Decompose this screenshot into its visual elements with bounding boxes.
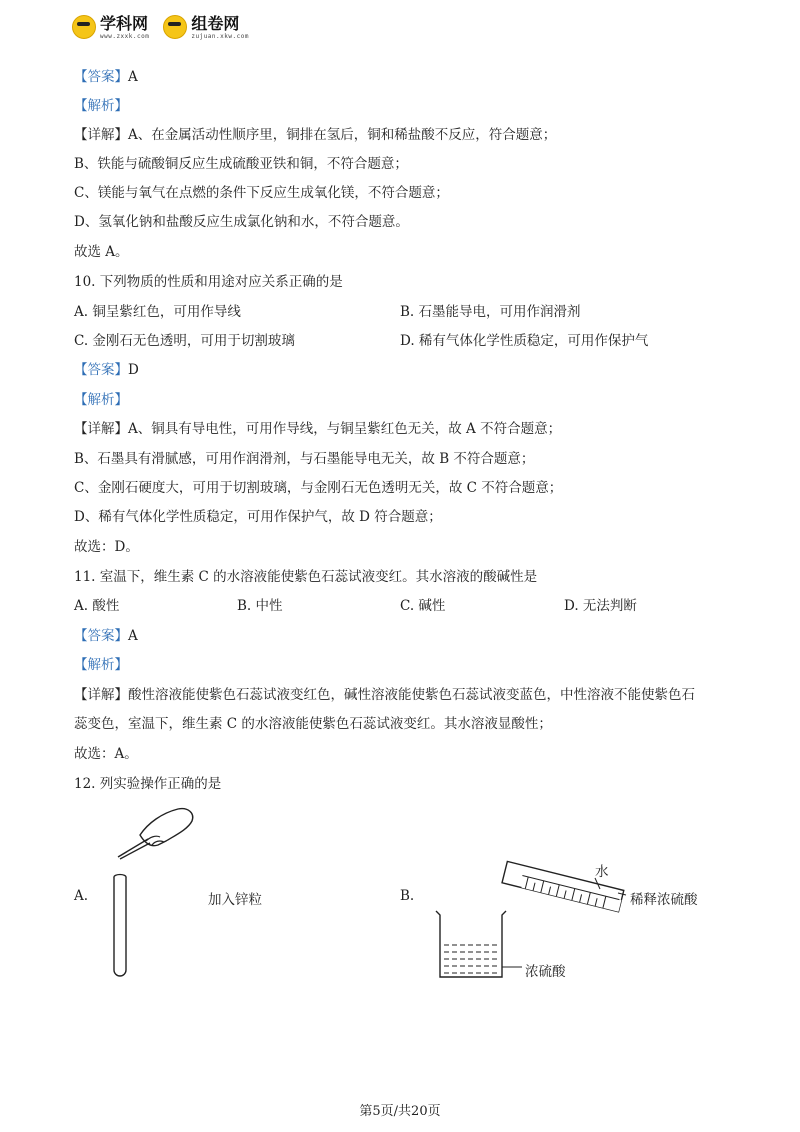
q10-detail-line [74, 417, 561, 437]
q10-analysis-tag: 【解析】 [74, 392, 128, 408]
smiley-logo-icon [72, 15, 96, 39]
q12-water-label: 水 [595, 864, 609, 880]
q12-option-b-letter: B. [400, 888, 415, 904]
detail-text: A、铜具有导电性，可用作导线，与铜呈紫红色无关，故 A 不符合题意； [128, 421, 562, 437]
q10-option-a: A. 铜呈紫红色，可用作导线 [74, 304, 241, 320]
q11-analysis-tag: 【解析】 [74, 657, 128, 673]
q11-option-b: B. 中性 [237, 598, 283, 614]
q9-detail-line [74, 123, 556, 143]
logo1-url: www.zxxk.com [100, 33, 150, 40]
test-tube-icon [114, 877, 126, 976]
q12-option-b-caption: 稀释浓硫酸 [630, 892, 698, 908]
q12-stem: 12. 列实验操作正确的是 [74, 776, 222, 792]
q11-conclusion: 故选：A。 [74, 746, 138, 762]
detail-tag: 【详解】 [74, 127, 128, 143]
q9-answer [74, 65, 138, 85]
q11-option-a: A. 酸性 [74, 598, 120, 614]
q10-stem: 10. 下列物质的性质和用途对应关系正确的是 [74, 274, 343, 290]
q9-conclusion: 故选 A。 [74, 244, 129, 260]
q9-analysis-tag: 【解析】 [74, 98, 128, 114]
q9-detail-line: C、镁能与氧气在点燃的条件下反应生成氧化镁，不符合题意； [74, 185, 449, 201]
q11-stem: 11. 室温下，维生素 C 的水溶液能使紫色石蕊试液变红。其水溶液的酸碱性是 [74, 569, 538, 585]
q10-option-b: B. 石墨能导电，可用作润滑剂 [400, 304, 581, 320]
detail-text: A、在金属活动性顺序里，铜排在氢后，铜和稀盐酸不反应，符合题意； [128, 127, 557, 143]
answer-value: D [128, 362, 139, 378]
q10-conclusion: 故选：D。 [74, 539, 139, 555]
q10-detail-line: C、金刚石硬度大，可用于切割玻璃，与金刚石无色透明无关，故 C 不符合题意； [74, 480, 563, 496]
q10-option-c: C. 金刚石无色透明，可用于切割玻璃 [74, 333, 295, 349]
answer-tag: 【答案】 [74, 69, 128, 85]
q10-detail-line: B、石墨具有滑腻感，可用作润滑剂，与石墨能导电无关，故 B 不符合题意； [74, 451, 535, 467]
page-number: 第5页/共20页 [359, 1104, 441, 1119]
beaker-icon [436, 911, 506, 977]
q12-option-a-letter: A. [74, 888, 89, 904]
detail-tag: 【详解】 [74, 421, 128, 437]
answer-value: A [128, 628, 138, 644]
q11-detail-line [74, 683, 695, 703]
q11-answer [74, 624, 138, 644]
logo2-text: 组卷网 [191, 14, 240, 33]
detail-text: 酸性溶液能使紫色石蕊试液变红色，碱性溶液能使紫色石蕊试液变蓝色，中性溶液不能使紫色石 [128, 687, 695, 703]
q11-option-d: D. 无法判断 [564, 598, 637, 614]
q10-option-d: D. 稀有气体化学性质稳定，可用作保护气 [400, 333, 649, 349]
logo1-text: 学科网 [100, 14, 149, 33]
q9-detail-line: D、氢氧化钠和盐酸反应生成氯化钠和水，不符合题意。 [74, 214, 409, 230]
q11-detail-line: 蕊变色，室温下，维生素 C 的水溶液能使紫色石蕊试液变红。其水溶液显酸性； [74, 716, 552, 732]
test-tube-tweezers-figure [100, 805, 210, 985]
tweezers-icon [118, 839, 148, 857]
q11-option-c: C. 碱性 [400, 598, 446, 614]
q12-option-a-caption: 加入锌粒 [208, 892, 262, 908]
zujuan-logo[interactable] [163, 14, 249, 40]
detail-tag: 【详解】 [74, 687, 128, 703]
zxxk-logo[interactable] [72, 14, 149, 40]
q10-detail-line: D、稀有气体化学性质稳定，可用作保护气，故 D 符合题意； [74, 509, 442, 525]
q10-answer [74, 358, 139, 378]
header-logos [72, 14, 249, 40]
q9-detail-line: B、铁能与硫酸铜反应生成硫酸亚铁和铜，不符合题意； [74, 156, 408, 172]
q12-acid-label: 浓硫酸 [525, 964, 566, 980]
answer-value: A [128, 69, 138, 85]
smiley-logo-icon [163, 15, 187, 39]
hand-icon [140, 809, 193, 846]
answer-tag: 【答案】 [74, 362, 128, 378]
answer-tag: 【答案】 [74, 628, 128, 644]
logo2-url: zujuan.xkw.com [191, 33, 249, 40]
